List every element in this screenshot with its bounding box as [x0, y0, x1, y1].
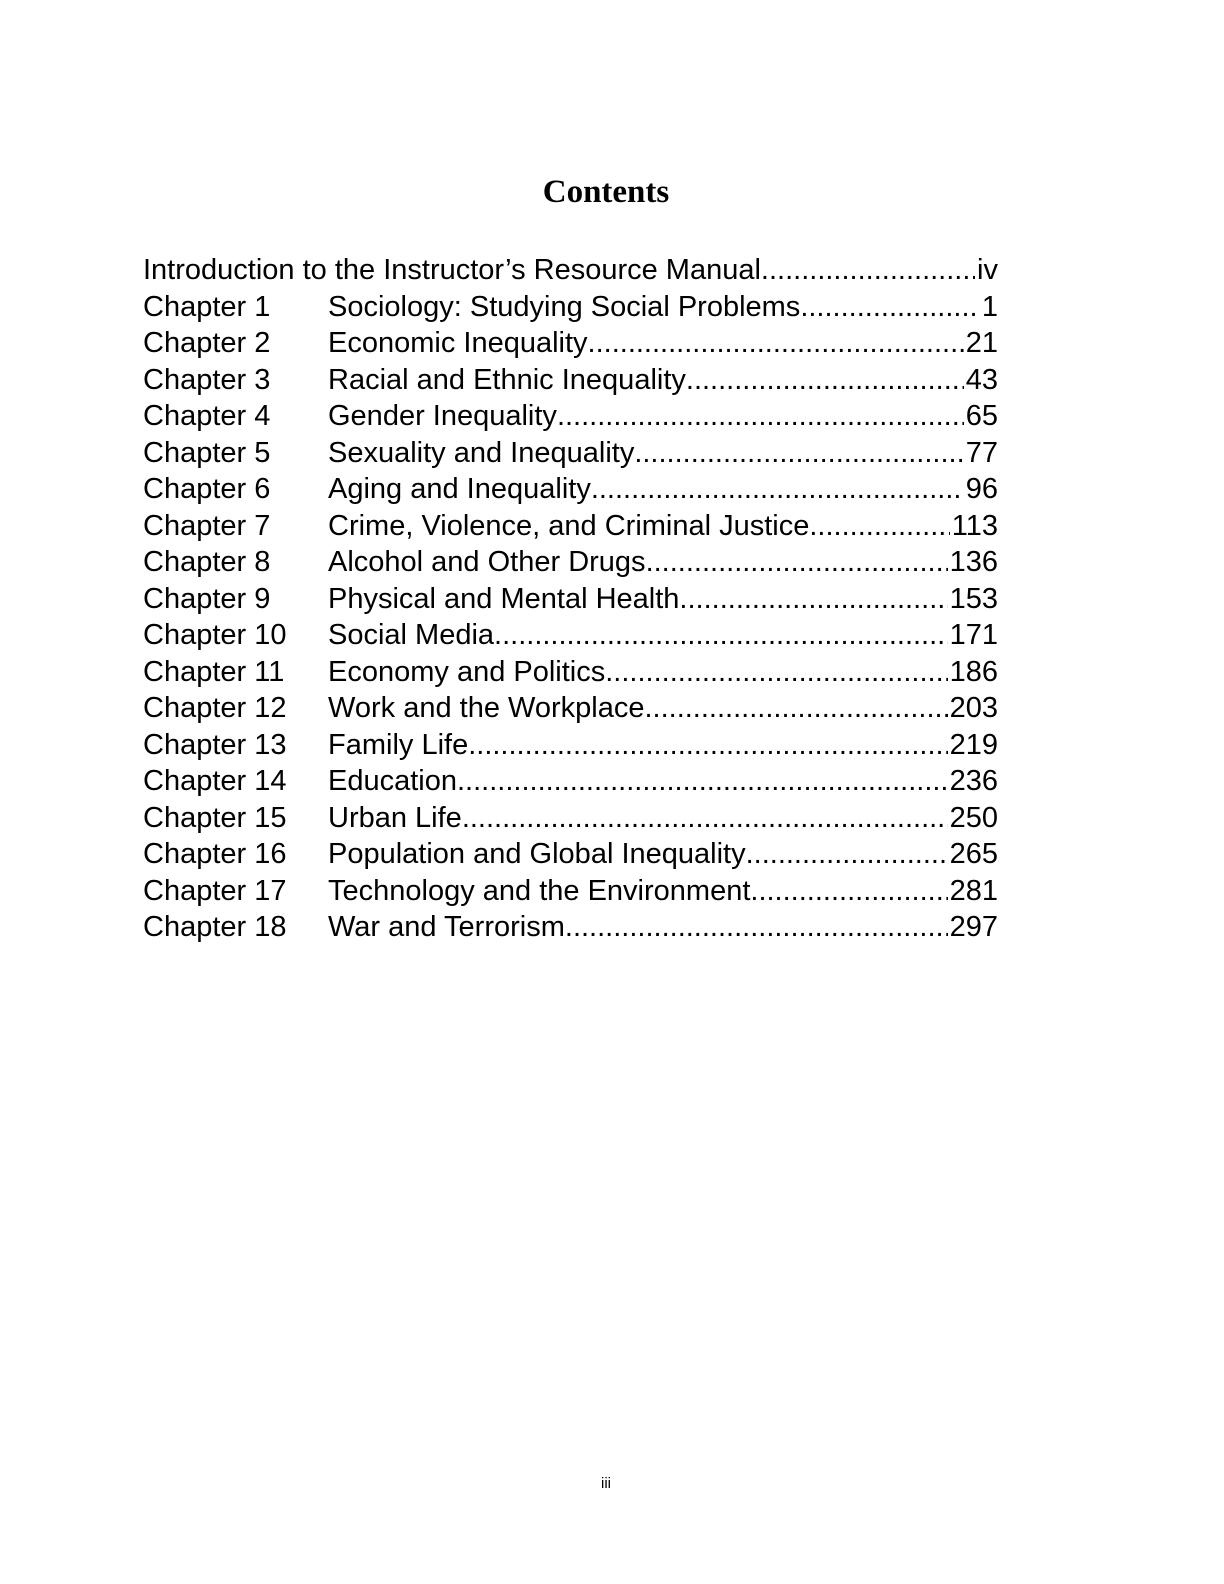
toc-entry-chapter[interactable]: [143, 398, 998, 435]
toc-entry-page: 171: [949, 619, 998, 651]
toc-dot-leader: [809, 508, 949, 545]
toc-entry-page: 219: [949, 728, 998, 761]
toc-dot-leader: [462, 800, 948, 837]
toc-dot-leader: [591, 471, 964, 508]
toc-chapter-number: Chapter 15: [143, 801, 287, 834]
toc-entry-chapter[interactable]: [143, 836, 998, 873]
toc-chapter-number: Chapter 14: [143, 765, 287, 797]
toc-entry-title: Technology and the Environment: [328, 874, 751, 907]
toc-entry-title: Social Media: [328, 619, 495, 651]
toc-entry-page: iv: [977, 254, 998, 286]
toc-entry-chapter[interactable]: [143, 289, 998, 326]
toc-entry-chapter[interactable]: [143, 617, 998, 654]
toc-chapter-number: Chapter 2: [143, 327, 271, 359]
toc-chapter-number: Chapter 1: [143, 290, 271, 323]
table-of-contents: [143, 252, 998, 946]
toc-entry-chapter[interactable]: [143, 873, 998, 910]
toc-entry-page: 203: [949, 692, 998, 724]
toc-chapter-number: Chapter 17: [143, 874, 287, 907]
toc-chapter-list: [143, 289, 998, 946]
toc-entry-page: 153: [949, 582, 998, 615]
toc-chapter-number: Chapter 3: [143, 363, 271, 396]
toc-entry-title: Physical and Mental Health: [328, 582, 680, 615]
toc-dot-leader: [634, 435, 963, 472]
toc-entry-title: Gender Inequality: [328, 400, 557, 432]
toc-chapter-number: Chapter 16: [143, 838, 287, 870]
page-title: Contents: [542, 174, 670, 210]
toc-entry-page: 186: [949, 655, 998, 688]
toc-chapter-number: Chapter 13: [143, 728, 287, 761]
toc-chapter-number: Chapter 5: [143, 436, 271, 469]
toc-entry-chapter[interactable]: [143, 909, 998, 946]
toc-chapter-number: Chapter 18: [143, 911, 287, 943]
toc-entry-chapter[interactable]: [143, 544, 998, 581]
toc-entry-introduction[interactable]: [143, 252, 998, 289]
toc-chapter-number: Chapter 11: [143, 655, 285, 688]
toc-chapter-number: Chapter 8: [143, 546, 271, 578]
toc-dot-leader: [565, 909, 948, 946]
toc-entry-page: 43: [965, 363, 998, 396]
toc-entry-title: Sociology: Studying Social Problems: [328, 290, 801, 323]
toc-dot-leader: [750, 873, 947, 910]
toc-entry-title: Family Life: [328, 728, 469, 761]
toc-dot-leader: [746, 836, 948, 873]
toc-entry-title: Education: [328, 765, 457, 797]
toc-dot-leader: [644, 690, 947, 727]
toc-entry-title: Urban Life: [328, 801, 462, 834]
toc-dot-leader: [646, 544, 948, 581]
toc-entry-page: 21: [965, 327, 998, 359]
toc-entry-chapter[interactable]: [143, 362, 998, 399]
toc-entry-title: Crime, Violence, and Criminal Justice: [328, 509, 810, 542]
toc-dot-leader: [468, 727, 947, 764]
toc-entry-page: 77: [965, 436, 998, 469]
toc-dot-leader: [800, 289, 980, 326]
toc-entry-chapter[interactable]: [143, 690, 998, 727]
toc-dot-leader: [679, 581, 947, 618]
toc-entry-page: 265: [949, 838, 998, 870]
toc-entry-chapter[interactable]: [143, 800, 998, 837]
toc-entry-chapter[interactable]: [143, 325, 998, 362]
toc-dot-leader: [761, 252, 975, 289]
toc-entry-page: 65: [965, 400, 998, 432]
toc-chapter-number: Chapter 6: [143, 473, 271, 505]
toc-entry-title: Population and Global Inequality: [328, 838, 746, 870]
toc-entry-chapter[interactable]: [143, 763, 998, 800]
toc-chapter-number: Chapter 9: [143, 582, 271, 615]
toc-entry-page: 113: [951, 509, 998, 542]
toc-entry-page: 297: [949, 911, 998, 943]
toc-dot-leader: [494, 617, 948, 654]
toc-entry-chapter[interactable]: [143, 727, 998, 764]
toc-entry-page: 136: [949, 546, 998, 578]
toc-dot-leader: [557, 398, 964, 435]
toc-entry-page: 250: [949, 801, 998, 834]
toc-entry-title: Racial and Ethnic Inequality: [328, 363, 686, 396]
toc-dot-leader: [588, 325, 964, 362]
toc-chapter-number: Chapter 4: [143, 400, 271, 432]
toc-chapter-number: Chapter 10: [143, 619, 287, 651]
toc-chapter-number: Chapter 12: [143, 692, 287, 724]
page-folio: iii: [601, 1475, 611, 1492]
toc-entry-title: Work and the Workplace: [328, 692, 645, 724]
toc-entry-chapter[interactable]: [143, 581, 998, 618]
toc-entry-page: 236: [949, 765, 998, 797]
toc-dot-leader: [605, 654, 947, 691]
toc-entry-title: Sexuality and Inequality: [328, 436, 635, 469]
toc-dot-leader: [457, 763, 948, 800]
toc-dot-leader: [686, 362, 964, 399]
toc-entry-chapter[interactable]: [143, 654, 998, 691]
toc-entry-page: 281: [949, 874, 998, 907]
toc-entry-chapter[interactable]: [143, 508, 998, 545]
toc-entry-title: Aging and Inequality: [328, 473, 591, 505]
toc-entry-title: Economy and Politics: [328, 655, 606, 688]
toc-entry-title: Introduction to the Instructor’s Resource Manual: [143, 254, 761, 286]
toc-chapter-number: Chapter 7: [143, 509, 271, 542]
toc-entry-title: Economic Inequality: [328, 327, 588, 359]
toc-entry-page: 1: [981, 290, 998, 323]
toc-entry-chapter[interactable]: [143, 435, 998, 472]
toc-entry-title: War and Terrorism: [328, 911, 565, 943]
toc-entry-title: Alcohol and Other Drugs: [328, 546, 646, 578]
toc-entry-page: 96: [965, 473, 998, 505]
toc-entry-chapter[interactable]: [143, 471, 998, 508]
